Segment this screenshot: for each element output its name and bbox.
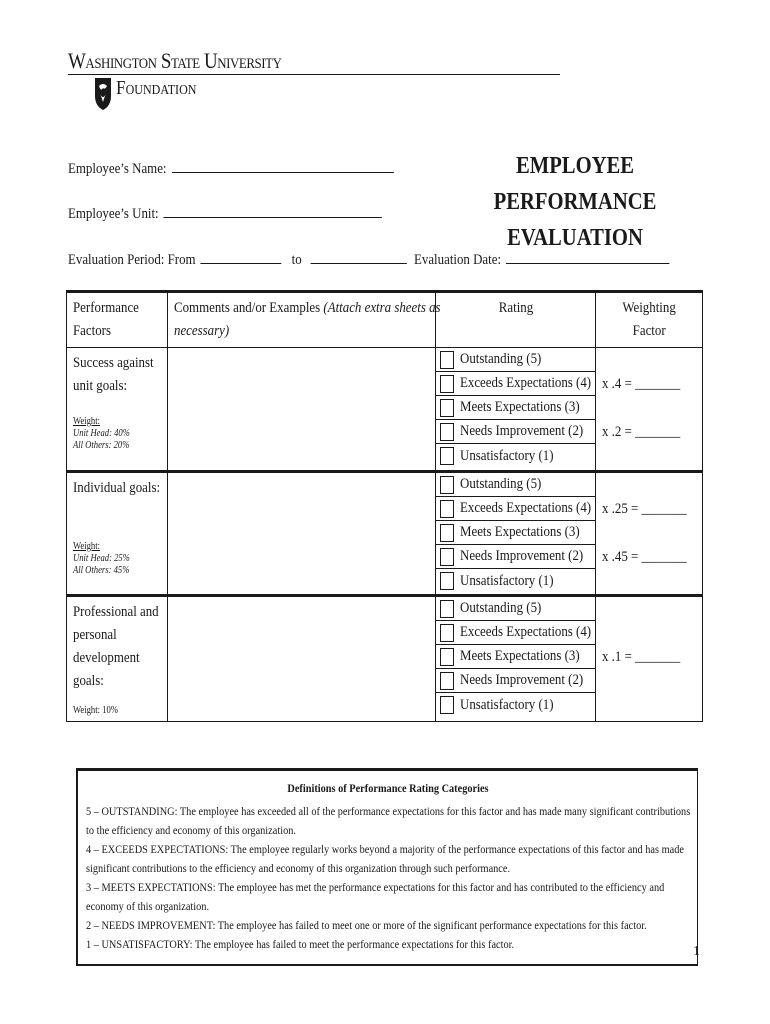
header-rating-label: Rating	[498, 300, 533, 316]
factor-weight	[73, 705, 125, 717]
header-weighting-line1: Weighting	[622, 300, 676, 316]
weighting-formula[interactable]: x .2 = _______	[602, 424, 681, 440]
rating-label: Exceeds Expectations (4)	[460, 375, 592, 391]
rating-checkbox[interactable]	[440, 572, 454, 590]
rating-label: Meets Expectations (3)	[460, 524, 580, 540]
rating-label: Meets Expectations (3)	[460, 399, 580, 415]
rating-label: Meets Expectations (3)	[460, 648, 580, 664]
header-comments	[168, 292, 441, 348]
rating-checkbox[interactable]	[440, 423, 454, 441]
definition-item: 4 – EXCEEDS EXPECTATIONS: The employee regularly works beyond a majority of the performance expectations of this factor and has made significant contributions to the efficiency and economy of this organization through such performance.	[86, 842, 684, 875]
rating-option[interactable]	[436, 621, 595, 645]
factor-name-line: development	[73, 650, 140, 666]
rating-checkbox[interactable]	[440, 696, 454, 714]
weight-line: All Others: 45%	[73, 565, 130, 576]
weighting-formula[interactable]: x .45 = _______	[602, 549, 687, 565]
header-weighting	[596, 292, 703, 348]
table-row	[67, 472, 703, 596]
weight-line: All Others: 20%	[73, 440, 130, 451]
rating-label: Exceeds Expectations (4)	[460, 624, 592, 640]
weighting-formula[interactable]: x .4 = _______	[602, 376, 681, 392]
factor-name-line: Professional and	[73, 604, 159, 620]
employee-name-label: Employee’s Name:	[68, 161, 167, 177]
page-number: 1	[693, 944, 700, 959]
rating-option[interactable]	[436, 420, 595, 444]
weight-line: Weight: 10%	[73, 705, 118, 716]
rating-option[interactable]	[436, 645, 595, 669]
employee-unit-row	[68, 203, 382, 223]
rating-checkbox[interactable]	[440, 600, 454, 618]
factor-cell	[67, 348, 168, 472]
employee-name-field[interactable]	[172, 158, 394, 173]
header-weighting-line2: Factor	[632, 323, 666, 339]
factor-weight	[73, 541, 139, 577]
weighting-cell	[596, 348, 703, 472]
rating-checkbox[interactable]	[440, 351, 454, 369]
definition-item: 1 – UNSATISFACTORY: The employee has failed to meet the performance expectations for this factor.	[86, 937, 515, 951]
definition-item: 5 – OUTSTANDING: The employee has exceeded all of the performance expectations for this factor and has made many significant contributions to the efficiency and economy of this organization.	[86, 804, 691, 837]
rating-definitions-box	[76, 768, 698, 966]
rating-option[interactable]	[436, 497, 595, 521]
comments-field[interactable]	[168, 596, 436, 722]
rating-checkbox[interactable]	[440, 500, 454, 518]
rating-checkbox[interactable]	[440, 648, 454, 666]
header-comments-line1: Comments and/or Examples	[174, 300, 321, 316]
rating-label: Needs Improvement (2)	[460, 672, 584, 688]
comments-field[interactable]	[168, 348, 436, 472]
evaluation-period-row	[68, 249, 407, 269]
logo-university-name: Washington State University	[68, 48, 282, 73]
weighting-formula[interactable]: x .25 = _______	[602, 501, 687, 517]
rating-option[interactable]	[436, 348, 595, 372]
evaluation-date-row	[414, 249, 670, 269]
weight-label: Weight:	[73, 416, 101, 427]
rating-option[interactable]	[436, 372, 595, 396]
evaluation-period-label: Evaluation Period: From	[68, 252, 196, 268]
rating-label: Needs Improvement (2)	[460, 548, 584, 564]
rating-checkbox[interactable]	[440, 524, 454, 542]
rating-option[interactable]	[436, 521, 595, 545]
rating-label: Exceeds Expectations (4)	[460, 500, 592, 516]
rating-checkbox[interactable]	[440, 447, 454, 465]
factor-name-line: Success against	[73, 355, 154, 371]
wsu-foundation-logo	[68, 44, 568, 124]
rating-option[interactable]	[436, 569, 595, 593]
employee-name-row	[68, 158, 394, 178]
weight-line: Unit Head: 25%	[73, 553, 130, 564]
header-comments-note-2: necessary)	[174, 323, 230, 339]
title-line-1: EMPLOYEE PERFORMANCE	[493, 153, 657, 215]
rating-option[interactable]	[436, 396, 595, 420]
rating-option[interactable]	[436, 444, 595, 468]
evaluation-date-label: Evaluation Date:	[414, 252, 502, 268]
rating-option[interactable]	[436, 669, 595, 693]
rating-option[interactable]	[436, 597, 595, 621]
employee-unit-field[interactable]	[164, 203, 382, 218]
header-factors-line2: Factors	[73, 323, 111, 339]
table-row	[67, 348, 703, 472]
employee-unit-label: Employee’s Unit:	[68, 206, 159, 222]
header-comments-note: (Attach extra sheets as	[323, 300, 441, 316]
definition-item: 2 – NEEDS IMPROVEMENT: The employee has failed to meet one or more of the significant performance expectations for this factor.	[86, 918, 647, 932]
factor-name-line: goals:	[73, 673, 104, 689]
table-header-row	[67, 292, 703, 348]
definition-item: 3 – MEETS EXPECTATIONS: The employee has met the performance expectations for this factor and has contributed to the efficiency and economy of this organization.	[86, 880, 665, 913]
performance-table	[66, 290, 703, 722]
period-from-field[interactable]	[201, 249, 282, 264]
rating-option[interactable]	[436, 545, 595, 569]
title-line-2: EVALUATION	[507, 225, 643, 251]
rating-checkbox[interactable]	[440, 548, 454, 566]
period-to-label: to	[291, 252, 302, 268]
header-factors	[67, 292, 168, 348]
factor-name-line: unit goals:	[73, 378, 128, 394]
period-to-field[interactable]	[310, 249, 406, 264]
rating-cell	[436, 472, 596, 596]
rating-checkbox[interactable]	[440, 672, 454, 690]
rating-cell	[436, 596, 596, 722]
weighting-formula[interactable]: x .1 = _______	[602, 649, 681, 665]
factor-weight	[73, 416, 139, 452]
rating-label: Unsatisfactory (1)	[460, 572, 554, 589]
definitions-title: Definitions of Performance Rating Categories	[286, 781, 489, 795]
rating-checkbox[interactable]	[440, 624, 454, 642]
definitions-list	[86, 802, 691, 954]
rating-checkbox[interactable]	[440, 476, 454, 494]
logo-foundation: Foundation	[116, 77, 197, 99]
weight-line: Unit Head: 40%	[73, 428, 130, 439]
page-title	[459, 148, 691, 256]
rating-label: Needs Improvement (2)	[460, 423, 584, 439]
factor-cell	[67, 472, 168, 596]
factor-name-line: personal	[73, 627, 117, 643]
factor-cell	[67, 596, 168, 722]
header-rating	[436, 292, 596, 348]
rating-checkbox[interactable]	[440, 399, 454, 417]
rating-label: Outstanding (5)	[460, 351, 542, 367]
rating-label: Unsatisfactory (1)	[460, 696, 554, 713]
factor-name-line: Individual goals:	[73, 480, 161, 496]
rating-option[interactable]	[436, 473, 595, 497]
evaluation-date-field[interactable]	[506, 249, 669, 264]
cougar-seal-icon	[92, 76, 114, 112]
weight-label: Weight:	[73, 541, 101, 552]
rating-option[interactable]	[436, 693, 595, 717]
weighting-cell	[596, 596, 703, 722]
rating-cell	[436, 348, 596, 472]
comments-field[interactable]	[168, 472, 436, 596]
logo-rule	[68, 74, 560, 75]
rating-label: Outstanding (5)	[460, 600, 542, 616]
table-row	[67, 596, 703, 722]
header-factors-line1: Performance	[73, 300, 139, 316]
rating-checkbox[interactable]	[440, 375, 454, 393]
rating-label: Unsatisfactory (1)	[460, 447, 554, 464]
weighting-cell	[596, 472, 703, 596]
rating-label: Outstanding (5)	[460, 476, 542, 492]
